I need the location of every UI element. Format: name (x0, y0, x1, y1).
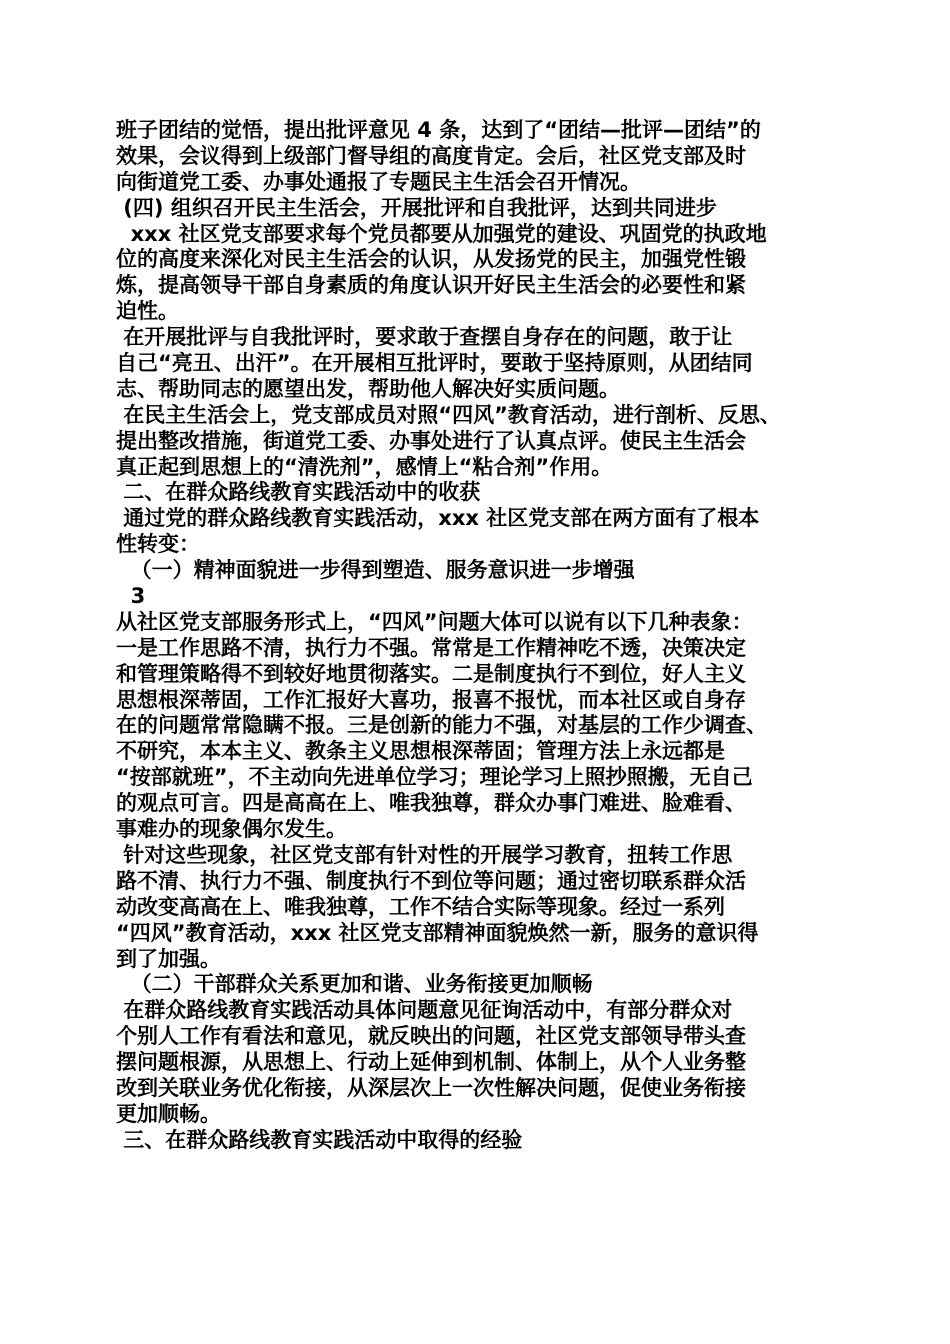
text-line: 改到关联业务优化衔接，从深层次上一次性解决问题，促使业务衔接 (116, 1075, 746, 1100)
text-line: 个别人工作有看法和意见，就反映出的问题，社区党支部领导带头查 (116, 1024, 746, 1049)
subsection-heading: （二）干部群众关系更加和谐、业务衔接更加顺畅 (116, 972, 593, 997)
page-number: 3 (116, 584, 146, 609)
subsection-heading: （一）精神面貌进一步得到塑造、服务意识进一步增强 (116, 558, 635, 583)
text-line: “按部就班”，不主动向先进单位学习；理论学习上照抄照搬，无自己 (116, 765, 753, 790)
text-line: 从社区党支部服务形式上，“四风”问题大体可以说有以下几种表象： (116, 609, 753, 634)
document-body (116, 118, 846, 1154)
text-line: 在开展批评与自我批评时，要求敢于查摆自身存在的问题，敢于让 (116, 325, 733, 350)
text-line: 的观点可言。四是高高在上、唯我独尊，群众办事门难进、脸难看、 (116, 791, 746, 816)
text-line: 动改变高高在上、唯我独尊，工作不结合实际等现象。经过一系列 (116, 894, 725, 919)
text-line: xxx 社区党支部要求每个党员都要从加强党的建设、巩固党的执政地 (116, 221, 767, 246)
text-line: 更加顺畅。 (116, 1101, 221, 1126)
text-line: 效果，会议得到上级部门督导组的高度肯定。会后，社区党支部及时 (116, 143, 746, 168)
text-line: 班子团结的觉悟，提出批评意见 4 条，达到了“团结—批评—团结”的 (116, 118, 761, 142)
text-line: 事难办的现象偶尔发生。 (116, 817, 347, 842)
text-line: 和管理策略得不到较好地贯彻落实。二是制度执行不到位，好人主义 (116, 661, 746, 686)
text-line: 志、帮助同志的愿望出发，帮助他人解决好实质问题。 (116, 376, 620, 401)
text-line: 炼，提高领导干部自身素质的角度认识开好民主生活会的必要性和紧 (116, 273, 746, 298)
text-line: “四风”教育活动，xxx 社区党支部精神面貌焕然一新，服务的意识得 (116, 920, 759, 945)
text-line: 迫性。 (116, 299, 179, 324)
section-heading: 二、在群众路线教育实践活动中的收获 (116, 480, 481, 505)
text-line: 到了加强。 (116, 946, 221, 971)
text-line: 性转变： (116, 532, 200, 557)
text-line: 一是工作思路不清，执行力不强。常常是工作精神吃不透，决策决定 (116, 635, 746, 660)
text-line: 在的问题常常隐瞒不报。三是创新的能力不强，对基层的工作少调查、 (116, 713, 767, 738)
section-heading: (四) 组织召开民主生活会，开展批评和自我批评，达到共同进步 (116, 195, 717, 220)
text-line: 摆问题根源，从思想上、行动上延伸到机制、体制上，从个人业务整 (116, 1050, 746, 1075)
section-heading: 三、在群众路线教育实践活动中取得的经验 (116, 1127, 523, 1152)
text-line: 位的高度来深化对民主生活会的认识，从发扬党的民主，加强党性锻 (116, 247, 746, 272)
text-line: 在民主生活会上，党支部成员对照“四风”教育活动，进行剖析、反思、 (116, 402, 781, 427)
text-line: 提出整改措施，街道党工委、办事处进行了认真点评。使民主生活会 (116, 428, 746, 453)
text-line: 向街道党工委、办事处通报了专题民主生活会召开情况。 (116, 169, 641, 194)
text-line: 在群众路线教育实践活动具体问题意见征询活动中，有部分群众对 (116, 998, 733, 1023)
text-line: 针对这些现象，社区党支部有针对性的开展学习教育，扭转工作思 (116, 842, 733, 867)
text-line: 自己“亮丑、出汗”。在开展相互批评时，要敢于坚持原则，从团结同 (116, 351, 753, 376)
text-line: 路不清、执行力不强、制度执行不到位等问题；通过密切联系群众活 (116, 868, 746, 893)
text-line: 通过党的群众路线教育实践活动，xxx 社区党支部在两方面有了根本 (116, 506, 760, 531)
text-line: 不研究，本本主义、教条主义思想根深蒂固；管理方法上永远都是 (116, 739, 725, 764)
text-line: 真正起到思想上的“清洗剂”，感情上“粘合剂”作用。 (116, 454, 613, 479)
text-line: 思想根深蒂固，工作汇报好大喜功，报喜不报忧，而本社区或自身存 (116, 687, 746, 712)
